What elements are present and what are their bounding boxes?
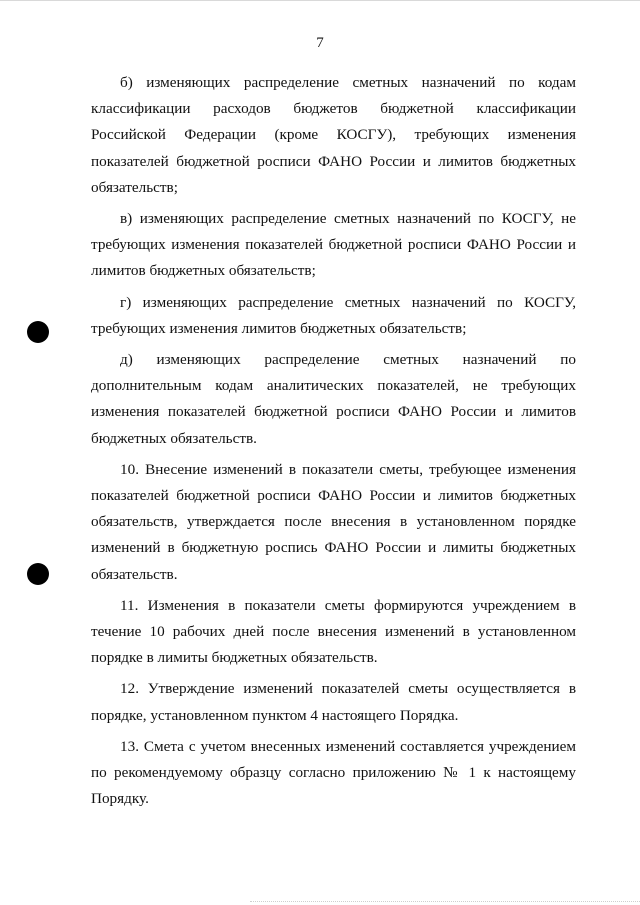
- page-number: 7: [316, 35, 324, 51]
- paragraph-item-d: д) изменяющих распределение сметных назначений по дополнительным кодам аналитических показателей, не требующих изменения показателей бюджетной росписи ФАНО России и лимитов бюджетных обязательств.: [91, 351, 576, 447]
- document-body: [91, 70, 576, 817]
- punch-hole-mark: [27, 563, 49, 585]
- paragraph-clause-10: 10. Внесение изменений в показатели сметы, требующее изменения показателей бюджетной росписи ФАНО России и лимитов бюджетных обязательств, утверждается после внесения в установленном порядке изменений в бюджетную роспись ФАНО России и лимиты бюджетных обязательств.: [91, 460, 576, 583]
- paragraph-clause-13: 13. Смета с учетом внесенных изменений составляется учреждением по рекомендуемому образцу согласно приложению № 1 к настоящему Порядку.: [91, 737, 576, 808]
- page-top-edge: [0, 0, 640, 1]
- paragraph-item-v: в) изменяющих распределение сметных назначений по КОСГУ, не требующих изменения показателей бюджетной росписи ФАНО России и лимитов бюджетных обязательств;: [91, 210, 576, 280]
- page-bottom-edge: [250, 901, 640, 903]
- paragraph-item-b: б) изменяющих распределение сметных назначений по кодам классификации расходов бюджетов бюджетной классификации Российской Федерации (кроме КОСГУ), требующих изменения показателей бюджетной росписи ФАНО России и лимитов бюджетных обязательств;: [91, 74, 576, 196]
- paragraph-item-g: г) изменяющих распределение сметных назначений по КОСГУ, требующих изменения лимитов бюджетных обязательств;: [91, 293, 576, 337]
- punch-hole-mark: [27, 321, 49, 343]
- paragraph-clause-12: 12. Утверждение изменений показателей сметы осуществляется в порядке, установленном пунктом 4 настоящего Порядка.: [91, 680, 576, 724]
- paragraph-clause-11: 11. Изменения в показатели сметы формируются учреждением в течение 10 рабочих дней после внесения изменений в установленном порядке в лимиты бюджетных обязательств.: [91, 596, 576, 667]
